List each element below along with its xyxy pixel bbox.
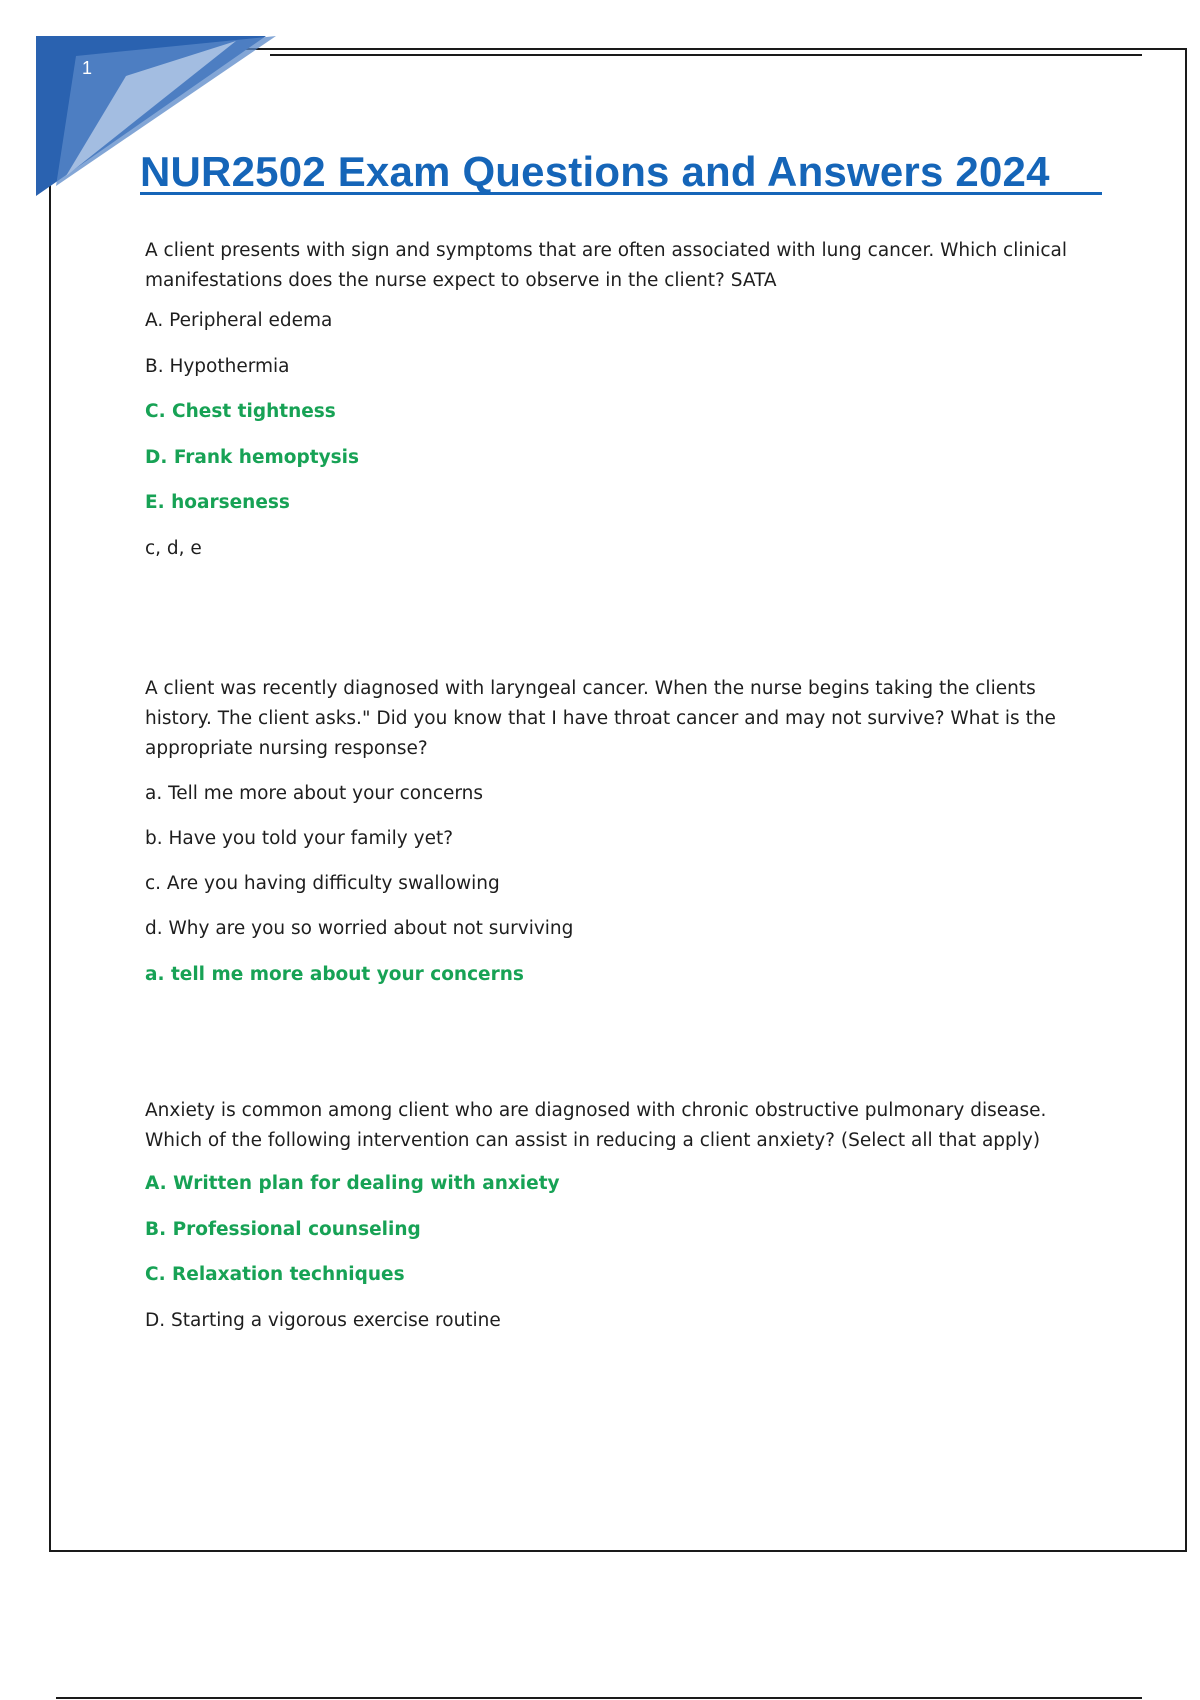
page-title: NUR2502 Exam Questions and Answers 2024 xyxy=(140,148,1050,195)
header-rule xyxy=(270,54,1142,56)
title-underline xyxy=(140,192,1102,195)
question-2-option-b: b. Have you told your family yet? xyxy=(145,828,454,849)
question-2-option-d: d. Why are you so worried about not surviving xyxy=(145,918,574,939)
question-1-option-e-correct: E. hoarseness xyxy=(145,492,290,513)
question-3-option-c-correct: C. Relaxation techniques xyxy=(145,1264,405,1285)
question-2-answer: a. tell me more about your concerns xyxy=(145,964,524,985)
question-3-text: Anxiety is common among client who are diagnosed with chronic obstructive pulmonary disease. Which of the following intervention can assist in reducing a client anxiety? (Select all that apply) xyxy=(145,1100,1047,1151)
question-2-option-a: a. Tell me more about your concerns xyxy=(145,783,484,804)
question-2-option-c: c. Are you having difficulty swallowing xyxy=(145,873,500,894)
question-1-answer: c, d, e xyxy=(145,538,202,559)
page-number: 1 xyxy=(81,58,92,78)
question-1-option-d-correct: D. Frank hemoptysis xyxy=(145,447,360,468)
question-1-option-c-correct: C. Chest tightness xyxy=(145,401,336,422)
question-2 xyxy=(145,674,1085,985)
question-3-option-d: D. Starting a vigorous exercise routine xyxy=(145,1310,501,1331)
footer-rule xyxy=(56,1697,1142,1699)
question-1-option-a: A. Peripheral edema xyxy=(145,310,333,331)
question-3-option-a-correct: A. Written plan for dealing with anxiety xyxy=(145,1173,560,1194)
question-3-option-b-correct: B. Professional counseling xyxy=(145,1219,421,1240)
question-1-option-b: B. Hypothermia xyxy=(145,356,290,377)
question-1-text: A client presents with sign and symptoms that are often associated with lung cancer. Which clinical manifestations does the nurse expect to observe in the client? SATA xyxy=(145,240,1068,291)
question-2-text: A client was recently diagnosed with laryngeal cancer. When the nurse begins taking the clients history. The client asks." Did you know that I have throat cancer and may not survive? What is the appropriate nursing response? xyxy=(145,678,1056,759)
question-3 xyxy=(145,1096,1085,1331)
question-1 xyxy=(145,236,1085,559)
